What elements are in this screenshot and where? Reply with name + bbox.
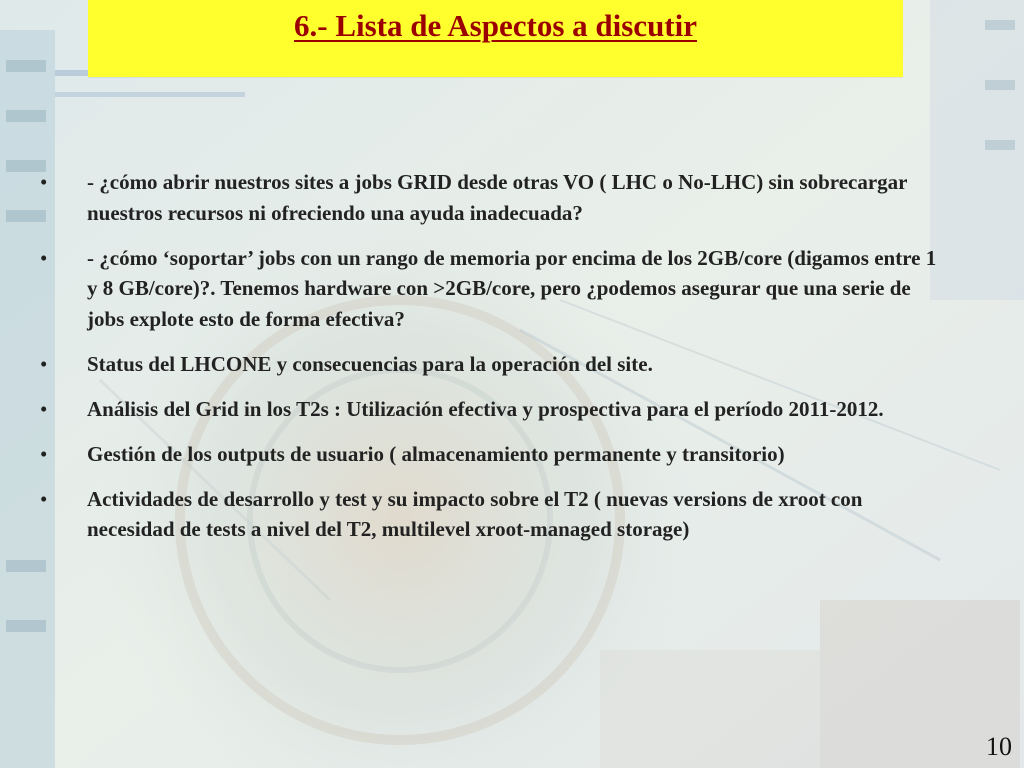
slide-title: 6.- Lista de Aspectos a discutir [294,8,697,43]
bullet-item-2 [40,243,940,335]
bullet-item-1 [40,167,940,228]
bullet-text: - ¿cómo ‘soportar’ jobs con un rango de memoria por encima de los 2GB/core (digamos entre 1 y 8 GB/core)?. Tenemos hardware con >2GB/core, pero ¿podemos asegurar que una serie de jobs explote esto de forma efectiva? [87,245,937,331]
bullet-item-6 [40,484,940,545]
bullet-symbol: • [40,245,48,270]
bullet-text: Análisis del Grid in los T2s : Utilización efectiva y prospectiva para el período 2011-2012. [87,396,884,421]
bullet-text: Gestión de los outputs de usuario ( almacenamiento permanente y transitorio) [87,441,785,466]
bullet-item-5 [40,439,940,470]
bullet-symbol: • [40,170,48,194]
bullet-text: Status del LHCONE y consecuencias para la operación del site. [87,351,653,376]
bullet-text: - ¿cómo abrir nuestros sites a jobs GRID desde otras VO ( LHC o No-LHC) sin sobrecargar nuestros recursos ni ofreciendo una ayuda inadecuada? [87,170,908,225]
bullet-item-3 [40,349,940,380]
bullet-symbol: • [40,441,48,466]
bullet-symbol: • [40,486,48,511]
title-banner [88,0,903,77]
bullet-symbol: • [40,351,48,376]
bullet-item-4 [40,394,940,425]
bullet-symbol: • [40,396,48,421]
page-number: 10 [986,732,1012,761]
bullet-list [40,167,940,545]
bullet-text: Actividades de desarrollo y test y su impacto sobre el T2 ( nuevas versions de xroot con necesidad de tests a nivel del T2, multilevel xroot-managed storage) [87,486,863,541]
